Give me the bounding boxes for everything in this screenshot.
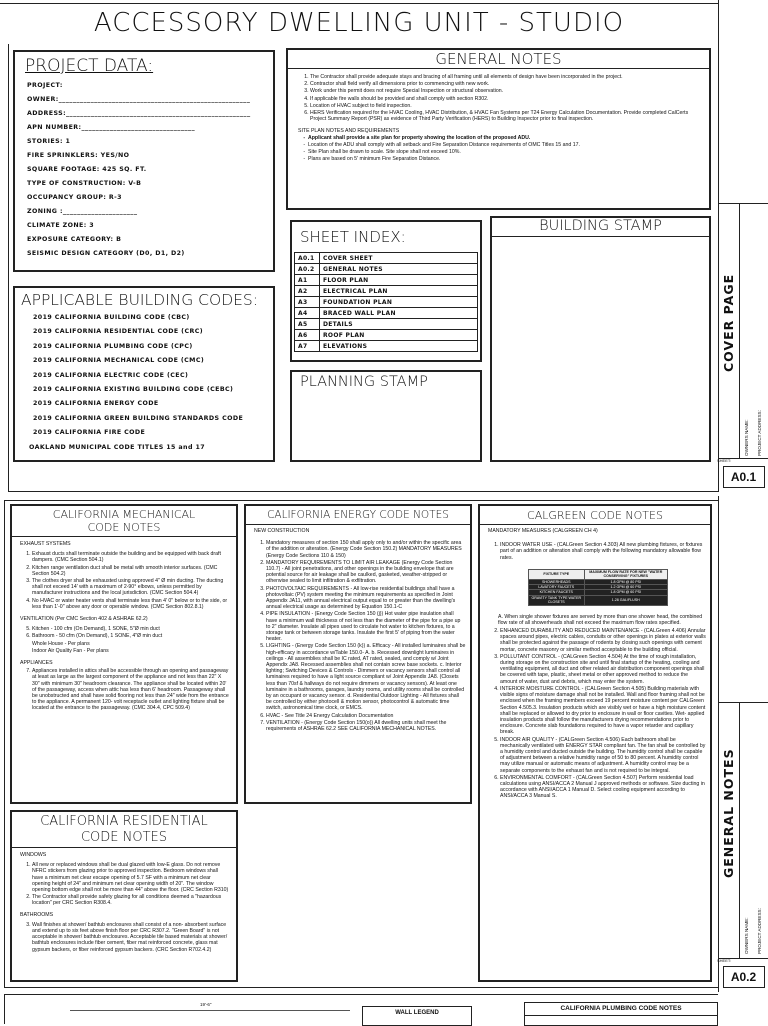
planning-stamp-box [290,370,482,462]
fixture-type-header: FIXTURE TYPE [529,569,585,579]
mechanical-body [20,541,230,713]
code-item: 2019 CALIFORNIA FIRE CODE [33,429,146,437]
energy-notes-box [244,504,472,804]
sprinklers-line: FIRE SPRINKLERS: YES/NO [27,152,130,159]
flow-rate-header: MAXIMUM FLOW RATE FOR NEW "WATER CONSERVING" FIXTURES [584,569,667,579]
sheet-index-row: A4 BRACED WALL PLAN [295,308,478,319]
plumbing-notes-box [524,1002,718,1026]
tb-sheet-number: A0.1 [730,470,757,484]
square-footage-line: SQUARE FOOTAGE: 425 SQ. FT. [27,166,147,173]
energy-note: 6. HVAC - See Title 24 Energy Calculation Documentation [266,713,466,719]
tb-sheet-label: SHEET: [717,458,732,463]
calgreen-note: 6. ENVIRONMENTAL COMFORT - (CALGreen Section 4.507) Perform residential load calculations using ANSI/ACCA 2 Manual J approved methods or software. Size ducting in accordance with ANSI/ACCA 1 Manual D. Select cooling equipment according to ANSI/ACCA 3 Manual S. [500,775,706,800]
sheet-index-row: A7 ELEVATIONS [295,341,478,352]
stories-line: STORIES: 1 [27,138,71,145]
code-item: 2019 CALIFORNIA MECHANICAL CODE (CMC) [33,357,205,365]
mechanical-heading-1: CALIFORNIA MECHANICAL [52,508,196,521]
planning-stamp-label: PLANNING STAMP [300,374,428,390]
appliance-note: 7. Appliances installed in attics shall be accessible through an opening and passageway at least as large as the largest component of the appliance and not less than 22" X 30" with minimum 30" headroom clearance. The appliance shall be located within 20' of the passageway, access when attic has less than 6' headroom. Passageway shall be unobstructed and shall have solid flooring not less than 24" wide from the entrance to the appliance. A permanent 120- volt receptacle outlet and lighting fixture shall be located at the entrance to the passageway. (CMC 304.4, CPC 509.4) [32,668,230,711]
sheet-index-heading: SHEET INDEX: [300,228,406,246]
calgreen-heading: CALGREEN CODE NOTES [527,509,663,522]
seismic-line: SEISMIC DESIGN CATEGORY (D0, D1, D2) [27,250,185,257]
exposure-line: EXPOSURE CATEGORY: B [27,236,122,243]
site-note: - Applicant shall provide a site plan for property showing the location of the proposed ADU. [308,135,698,141]
mechanical-note: 3. The clothes dryer shall be exhausted using approved 4" Ø min ducting. The ducting shall not exceed 14' with a maximum of 2-90° elbows, unless permitted by manufacturer instructions and the local jurisdiction. (CMC Section 504.4) [32,578,230,597]
site-note: - Site Plan shall be drawn to scale. Site slope shall not exceed 10%. [308,149,698,155]
residential-heading-2: CODE NOTES [80,830,168,845]
ventilation-note: 5. Kitchen - 100 cfm (On Demand), 1 SONE, 5"Ø min duct [32,626,230,632]
wall-legend-box [362,1006,472,1026]
bathrooms-heading: BATHROOMS [20,911,54,918]
title-block [718,496,768,992]
project-data-box [13,50,275,272]
project-line: PROJECT: [27,82,63,89]
apn-line: APN NUMBER:________________________________ [27,124,196,131]
sheet-index-row: A6 ROOF PLAN [295,330,478,341]
general-notes-heading: GENERAL NOTES [435,50,562,68]
tb-title: GENERAL NOTES [721,748,736,878]
tb-sheet-number: A0.2 [730,970,757,984]
tb-divider [739,203,740,458]
site-notes-heading: SITE PLAN NOTES AND REQUIREMENTS [298,128,400,135]
code-item: OAKLAND MUNICIPAL CODE TITLES 15 and 17 [29,443,206,451]
sheet-general-notes [0,496,768,992]
energy-rule [246,524,470,525]
calgreen-note: 4. INTERIOR MOISTURE CONTROL - (CALGreen Section 4.505) Building materials with visible signs of moisture damage shall not be installed. Wall and floor framing shall not be enclosed when the framing members exceed 19 percent moisture content per CALGreen Section 4.505.3. Insulation products which are visibly wet or have a high moisture content shall be replaced or allowed to dry prior to enclosure in wall or floor cavities. Wet- applied insulation products shall follow the manufacturers drying recommendations prior to enclosure. Concrete slab foundations required to have a vapor retarder and capillary break. [500,686,706,736]
calgreen-note: 3. POLLUTANT CONTROL - (CALGreen Section 4.504) At the time of rough installation, during storage on the construction site and until final startup of the heating, cooling and ventilating equipment, all duct and other related air distribution component openings shall be covered with tape, plastic, sheet metal or other approved method to reduce the amount of water, dust and debris, which may enter the system. [500,654,706,685]
address-line: ADDRESS:____________________________________________________ [27,110,251,117]
ventilation-note: Indoor Air Quality Fan - Per plans [32,647,109,654]
fixture-row: KITCHEN FAUCETS 1.8 GPM @ 60 PSI [529,590,668,595]
tb-owner: OWNERS NAME: [744,419,749,456]
page-title: ACCESSORY DWELLING UNIT - STUDIO [93,8,625,38]
general-note: 2. Contractor shall field verify all dimensions prior to commencing with new work. [310,81,698,87]
climate-zone-line: CLIMATE ZONE: 3 [27,222,94,229]
owner-line: OWNER:______________________________________________________ [27,96,251,103]
residential-body [20,852,230,954]
general-notes-rule [288,68,709,69]
ventilation-note: 6. Bathroom - 50 cfm (On Demand), 1 SONE, 4"Ø min duct [32,633,230,639]
sheet-index-row: A0.1 COVER SHEET [295,253,478,264]
construction-type-line: TYPE OF CONSTRUCTION: V-B [27,180,142,187]
energy-note: 2. MANDATORY REQUIREMENTS TO LIMIT AIR LEAKAGE (Energy Code Section 110.7) - All joint penetrations, and other openings in the building envelope that are potential source for air leakage shall be caulked, gasketed, weather-stripped or otherwise sealed to limit infiltration & exfiltration. [266,560,466,585]
building-stamp-rule [492,236,709,237]
tb-top-rule [719,203,768,204]
code-item: 2019 CALIFORNIA ENERGY CODE [33,400,159,408]
energy-body [254,528,466,733]
residential-note: 3. Wall finishes at shower/ bathtub enclosures shall consist of a non- absorbent surface and extend up to six feet above finish floor per CRC R307.2. "Green Board" is not acceptable in shower/ bathtub enclosures. Acceptable tile based materials at shower/ bathtub enclosures include fiber cement, fiber mat reinforced concrete, glass mat gypsum backers, or fiber reinforced gypsum backers. (CRC Section R702.4.2) [32,922,230,953]
fixture-row: SHOWERHEADS 1.8 GPM @ 80 PSI [529,579,668,584]
codes-list [29,314,273,458]
sheet-floor-plan-partial [0,994,768,1024]
tb-address: PROJECT ADDRESS: [757,410,762,456]
codes-heading: APPLICABLE BUILDING CODES: [21,291,258,309]
mechanical-rule [12,536,236,537]
residential-notes-box [10,810,238,982]
ventilation-note: Whole House - Per plans [32,640,90,647]
energy-heading: CALIFORNIA ENERGY CODE NOTES [267,509,449,521]
general-note: 4. If applicable fire walls should be provided and shall comply with section R302. [310,96,698,102]
energy-note: 7. VENTILATION - (Energy Code Section 150(o)) All dwelling units shall meet the requirements of ASHRAE 62.2 SEE CALIFORNIA MECHANICAL NOTES. [266,720,466,732]
code-item: 2019 CALIFORNIA ELECTRIC CODE (CEC) [33,371,189,379]
wall-legend-heading: WALL LEGEND [395,1010,439,1016]
building-stamp-box [490,216,711,462]
tb-sheet-number-box [723,466,765,488]
tb-title: COVER PAGE [721,273,736,372]
windows-heading: WINDOWS [20,852,47,858]
sheet-index-box [290,220,482,362]
calgreen-body [488,528,706,801]
sheet-cover [0,0,768,492]
general-notes-list [298,74,698,163]
building-stamp-label: BUILDING STAMP [539,218,662,234]
residential-rule [12,847,236,848]
mechanical-heading-2: CODE NOTES [87,521,161,534]
sheet-index-row: A0.2 GENERAL NOTES [295,264,478,275]
calgreen-notes-box [478,504,712,982]
energy-note: 3. PHOTOVOLTAIC REQUIREMENTS - All low-rise residential buildings shall have a photovoltaic (PV) system meeting the minimum requirements as specified in Joint Appendix JA11, with annual electrical output equal to or greater than the dwelling's annual electrical usage as determined by Equation 150.1-C [266,586,466,611]
sheet-index-row: A3 FOUNDATION PLAN [295,297,478,308]
calgreen-rule [480,524,710,525]
sheet-index-table [294,252,478,352]
sheet-index-row: A2 ELECTRICAL PLAN [295,286,478,297]
tb-divider [739,702,740,958]
energy-sub: NEW CONSTRUCTION [254,528,310,534]
tb-owner: OWNERS NAME: [744,917,749,954]
energy-note: 1. Mandatory measures of section 150 shall apply only to and/or within the specific area of the addition or alteration. (Energy Code Section 150.2) MANDATORY MEASURES (Energy Code Sections 110 & 150) [266,540,466,559]
mechanical-note: 1. Exhaust ducts shall terminate outside the building and be equipped with back draft dampers. (CMC Section 504.1) [32,551,230,563]
calgreen-note: 2. ENHANCED DURABILITY AND REDUCED MAINTENANCE - (CALGreen 4.406) Annular spaces around pipes, electric cables, conduits or other openings in plates at exterior walls shall be protected against the passage of rodents by closing such openings with cement mortar, concrete masonry or similar method acceptable to the building official. [500,628,706,653]
mechanical-note: 4. No HVAC or water heater vents shall terminate less than 4' 0" below or to the side, or less than 1'-0" above any door or operable window. (CMC Section 802.8.1) [32,598,230,610]
energy-note: 4. PIPE INSULATION - (Energy Code Section 150 (j)) Hot water pipe insulation shall have a minimum wall thickness of not less than the diameter of the pipe for a pipe up to 2" diameter. Insulate all pipes used to circulate hot water to kitchen fixtures, to a storage tank or between storage tanks. Insulate the first 5' of piping from the water heater. [266,611,466,642]
general-note: 6. HERS Verification required for the HVAC Cooling, HVAC Distribution, & HVAC Fan Systems per T24 Energy Calculation Documentation. Provide completed CalCerts Project Summary Report (PSR) as evidence of Third Party Verification (HERS) to Building Inspector prior to final inspection. [310,110,698,122]
occupancy-line: OCCUPANCY GROUP: R-3 [27,194,122,201]
mechanical-note: 2. Kitchen range ventilation duct shall be metal with smooth interior surfaces. (CMC Section 504.2) [32,565,230,577]
dimension-label: 19'-6" [200,1002,212,1007]
tb-sheet-label: SHEET: [717,958,732,963]
sheet-top-rule [0,3,718,4]
plumbing-heading: CALIFORNIA PLUMBING CODE NOTES [560,1005,682,1012]
sheet-index-row: A1 FLOOR PLAN [295,275,478,286]
calgreen-note: 5. INDOOR AIR QUALITY - (CALGreen Section 4.506) Each bathroom shall be mechanically ventilated with ENERGY STAR compliant fan. The fan shall be controlled by a humidity control and ducted outside the building. The humidity control shall be capable of adjustment between a relative humidity range of 50 to 80 percent. A humidity control may utilize manual or automatic means of adjustment. A humidity control may be a separate components to the exhaust fan and is not required to be integral. [500,737,706,774]
general-note: 3. Work under this permit does not require Special Inspection or structural observation. [310,88,698,94]
fixture-flow-table [528,569,668,606]
general-note: 1. The Contractor shall provide adequate stays and bracing of all framing until all elements of design have been incorporated in the project. [310,74,698,80]
residential-note: 2. The Contractor shall provide safety glazing for all conditions deemed a "hazardous location" per CRC Section R308.4. [32,894,230,906]
energy-note: 5. LIGHTING - (Energy Code Section 150 (k)) a. Efficacy - All installed luminaires shall be high-efficacy in accordance w/Table 150.0- A. b. Recessed downlight luminaires in ceilings - All assemblies shall be IC rated, AT rated, sealed, and comply w/ Joint Appendix JA8. Recessed assemblies shall not contain screw base sockets. c. Interior lighting; Switching Devices & Controls - Dimmers or vacancy sensors shall control all luminaires required to have a light source compliant w/ Joint Appendix JA8. (Closets less than 70sf & hallways do not require dimmers or vacancy sensors). At least one luminaire in a bathrooms, garages, laundry rooms, and utility rooms shall be controlled by an occupant or vacancy sensor. d. Residential Outdoor Lighting - All fixtures shall be controlled by either photocell & motion sensor, photocontrol & automatic time switch, astronomical time clock, or EMCS. [266,643,466,711]
general-note: 5. Location of HVAC subject to field inspection. [310,103,698,109]
appliances-heading: APPLIANCES [20,660,53,667]
calgreen-note: A. When single shower fixtures are served by more than one shower head, the combined flow rate of all showerheads shall not exceed the maximum flow rates specified. [498,613,703,626]
applicable-codes-box [13,286,275,462]
ventilation-heading: VENTILATION (Per CMC Section 402 & ASHRAE 62.2) [20,616,148,623]
code-item: 2019 CALIFORNIA PLUMBING CODE (CPC) [33,342,193,350]
mechanical-notes-box [10,504,238,804]
tb-address: PROJECT ADDRESS: [757,908,762,954]
project-data-list [27,82,267,264]
code-item: 2019 CALIFORNIA RESIDENTIAL CODE (CRC) [33,328,204,336]
exhaust-heading: EXHAUST SYSTEMS [20,541,71,547]
general-notes-box [286,48,711,210]
calgreen-note: 1. INDOOR WATER USE - (CALGreen Section 4.303) All new plumbing fixtures, or fixtures part of an addition or alteration shall comply with the following mandatory allowable flow rates. [500,542,706,561]
zoning-line: ZONING :_____________________ [27,208,138,215]
plumbing-rule [525,1015,717,1016]
sheet-index-row: A5 DETAILS [295,319,478,330]
fixture-row: LAVATORY FAUCETS 1.2 GPM @ 60 PSI [529,585,668,590]
residential-heading-1: CALIFORNIA RESIDENTIAL [40,814,208,829]
calgreen-sub: MANDATORY MEASURES (CALGREEN CH 4) [488,528,598,534]
tb-sheet-number-box [723,966,765,988]
title-block [718,0,768,492]
code-item: 2019 CALIFORNIA BUILDING CODE (CBC) [33,314,190,321]
dimension-line [70,1010,350,1011]
project-data-heading: PROJECT DATA: [25,56,154,76]
tb-top-rule [719,702,768,703]
fixture-row: GRAVITY TANK TYPE WATER CLOSETS 1.28 GAL/FLUSH [529,595,668,605]
site-note: - Location of the ADU shall comply with all setback and Fire Separation Distance requirements of OMC Titles 15 and 17. [308,142,698,148]
code-item: 2019 CALIFORNIA EXISTING BUILDING CODE (CEBC) [33,385,234,393]
code-item: 2019 CALIFORNIA GREEN BUILDING STANDARDS CODE [33,414,244,422]
site-note: - Plans are based on 5' minimum Fire Separation Distance. [308,156,698,162]
residential-note: 1. All new or replaced windows shall be dual glazed with low-E glass. Do not remove NFRC stickers from glazing prior to approved inspection. Bedroom windows shall have a minimum net clear escape opening of 5.7 SF with a minimum net clear opening height of 24" and minimum net clear opening width of 20". The window opening bottom edge shall not be more than 44" above the floor. (CRC Section R310) [32,862,230,893]
